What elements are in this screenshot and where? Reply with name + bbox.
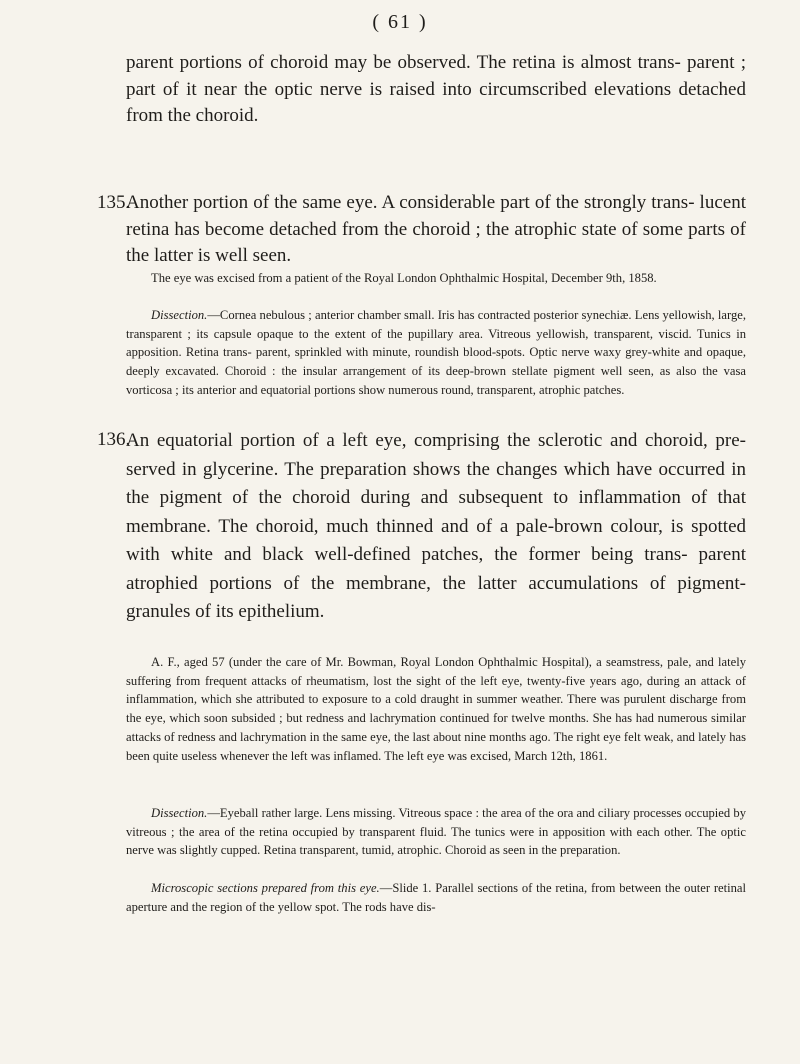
microscopic-label: Microscopic sections prepared from this eye. (151, 881, 380, 895)
microscopic-text: —Slide 1. Parallel sections of the retina, from between the outer retinal aperture and the region of the yellow spot. The rods have dis- (126, 881, 746, 914)
entry-136-microscopic (126, 879, 746, 916)
entry-135-history: The eye was excised from a patient of the Royal London Ophthalmic Hospital, December 9th, 1858. (151, 271, 657, 285)
entry-135-description: Another portion of the same eye. A considerable part of the strongly trans- lucent retina has become detached from the choroid ; the atrophic state of some parts of the latter is well seen. (126, 192, 746, 266)
entry-136-description: An equatorial portion of a left eye, comprising the sclerotic and choroid, pre- served in glycerine. The preparation shows the changes which have occurred in the pigment of the choroid during and subsequent to inflammation of that membrane. The choroid, much thinned and of a pale-brown colour, is spotted with white and black well-defined patches, the former being trans- parent atrophied portions of the membrane, the latter accumulations of pigment-granules of its epithelium. (126, 430, 746, 622)
entry-number-135: 135. (97, 192, 131, 213)
entry-number-136: 136. (97, 429, 131, 450)
entry-136-history: A. F., aged 57 (under the care of Mr. Bowman, Royal London Ophthalmic Hospital), a seamstress, pale, and lately suffering from frequent attacks of rheumatism, lost the sight of the left eye, twenty-five years ago, during an attack of inflammation, which she attributed to exposure to a cold draught in summer weather. There was purulent discharge from the eye, which soon subsided ; but redness and lachrymation continued for twelve months. She has had numerous similar attacks of redness and lachrymation in the same eye, the last about nine months ago. The right eye felt weak, and lately has been quite useless whenever the left was inflamed. The left eye was excised, March 12th, 1861. (126, 655, 746, 763)
entry-136-dissection (126, 804, 746, 860)
dissection-text: —Eyeball rather large. Lens missing. Vitreous space : the area of the ora and ciliary processes occupied by vitreous ; the area of the retina occupied by transparent fluid. The tunics were in apposition with each other. The optic nerve was slightly cupped. Retina transparent, tumid, atrophic. Choroid as seen in the preparation. (126, 806, 746, 858)
dissection-label: Dissection. (151, 806, 208, 820)
dissection-label: Dissection. (151, 308, 208, 322)
entry-135-dissection (126, 306, 746, 400)
continuation-paragraph: parent portions of choroid may be observed. The retina is almost trans- parent ; part of it near the optic nerve is raised into circumscribed elevations detached from the choroid. (126, 52, 746, 126)
page-number: ( 61 ) (372, 11, 428, 33)
dissection-text: —Cornea nebulous ; anterior chamber small. Iris has contracted posterior synechiæ. Lens yellowish, large, transparent ; its capsule opaque to the extent of the pupillary area. Vitreous yellowish, transparent, viscid. Tunics in apposition. Retina trans- parent, sprinkled with minute, roundish blood-spots. Optic nerve waxy grey-white and opaque, deeply excavated. Choroid : the insular arrangement of its deep-brown stellate pigment well seen, as also the vasa vorticosa ; its anterior and equatorial portions show numerous round, transparent, atrophic patches. (126, 308, 746, 397)
